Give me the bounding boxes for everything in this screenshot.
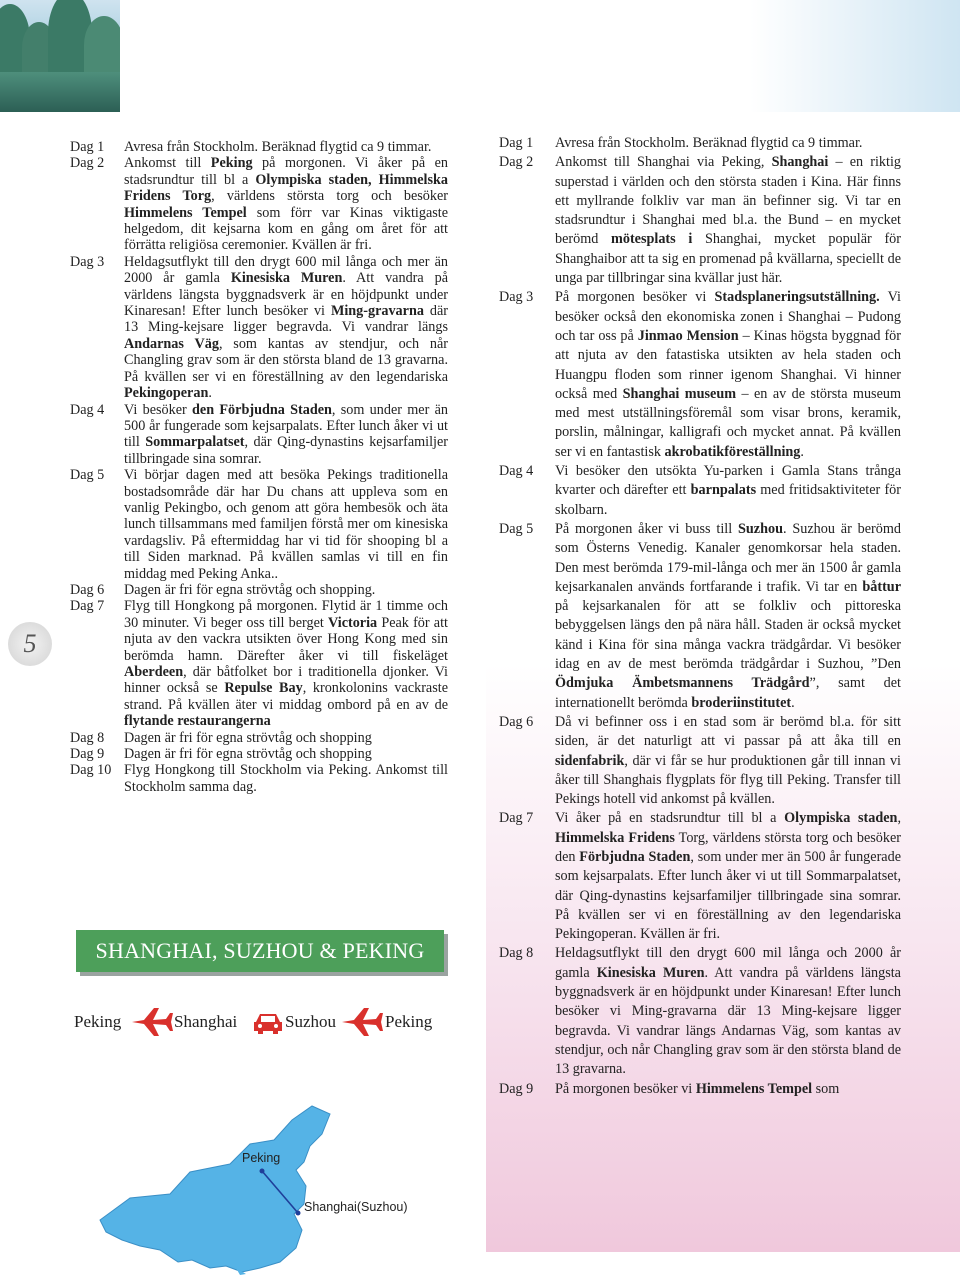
highlight-text: Olympiska staden	[784, 810, 898, 827]
highlight-text: Sommarpalatset	[145, 434, 245, 451]
highlight-text: Repulse Bay	[224, 680, 303, 697]
itinerary-day	[499, 520, 901, 713]
day-label: Dag 1	[70, 139, 105, 155]
body-text: Flyg till Hongkong på morgonen. Flytid är 1 timme och 30 minuter. Vi beger oss till berget	[124, 598, 448, 631]
body-text: Dagen är fri för egna strövtåg och shopping	[124, 746, 372, 763]
itinerary-day	[499, 809, 901, 944]
highlight-text: flytande restaurangerna	[124, 713, 271, 730]
body-text: som	[812, 1080, 840, 1097]
body-text: , där vi får se hur produktionen går till innan vi åker till Shanghais flygplats för flyg till Peking. Transfer till Pekings hotell vid ankomst på kvällen.	[555, 752, 901, 808]
day-label: Dag 8	[499, 945, 534, 962]
day-label: Dag 9	[70, 746, 105, 763]
highlight-text: akrobatikföreställning	[664, 443, 801, 460]
body-text: Avresa från Stockholm. Beräknad flygtid ca 9 timmar.	[124, 139, 432, 155]
highlight-text: sidenfabrik	[555, 752, 625, 769]
highlight-text: barnpalats	[690, 482, 757, 499]
route-stop-suzhou: Suzhou	[285, 1012, 336, 1031]
highlight-text: båttur	[862, 578, 901, 595]
itinerary-day	[499, 462, 901, 520]
body-text: Vi besöker den utsökta Yu-parken i Gamla Stans trånga kvarter och därefter ett	[555, 463, 901, 499]
china-map-graphic	[60, 1100, 460, 1275]
highlight-text: Shanghai museum	[622, 385, 737, 402]
itinerary-day	[70, 730, 448, 746]
day-description	[124, 139, 448, 155]
highlight-text: Victoria	[328, 614, 378, 631]
body-text: , världens största torg och besöker	[211, 188, 448, 205]
map-label-shanghai: Shanghai(Suzhou)	[304, 1200, 408, 1214]
day-label: Dag 5	[499, 520, 534, 537]
header-band	[120, 0, 960, 112]
itinerary-day	[70, 155, 448, 253]
day-label: Dag 9	[499, 1080, 534, 1097]
day-description	[555, 153, 901, 288]
itinerary-day	[70, 746, 448, 762]
day-label: Dag 3	[70, 253, 105, 270]
map-label-peking: Peking	[242, 1151, 281, 1165]
body-text: Vi åker på en stadsrundtur till bl a	[555, 810, 785, 827]
highlight-text: Pekingoperan	[124, 385, 209, 402]
body-text: på morgonen. Vi åker på en stadsrundtur till bl a	[124, 155, 448, 188]
body-text: som förr var Kinas viktigaste helgedom, dit kejsarna kom en gång om året för att förrätta religiösa ceremonier. Kvällen är fri.	[124, 204, 449, 254]
body-text: ,	[897, 810, 901, 827]
highlight-text: Shanghai	[771, 154, 829, 171]
day-description	[124, 155, 448, 253]
body-text: . Att vandra på världens längsta byggnadsverk är en höjdpunkt under Kinaresan! Efter lunch besöker vi	[124, 270, 448, 320]
highlight-text: Andarnas Väg	[124, 335, 219, 352]
day-label: Dag 7	[70, 598, 105, 615]
day-label: Dag 1	[499, 135, 534, 151]
left-itinerary	[70, 139, 448, 795]
day-description	[555, 520, 901, 713]
body-text: Torg, världens största torg och besöker den	[555, 829, 901, 865]
right-itinerary	[499, 134, 901, 1099]
day-description	[555, 713, 901, 809]
body-text: På morgonen besöker vi	[555, 1080, 696, 1097]
body-text: Vi besöker också den ekonomiska zonen i Shanghai – Pudong och tar oss på	[555, 289, 902, 344]
itinerary-day	[499, 134, 901, 153]
day-description	[124, 598, 448, 729]
itinerary-day	[499, 1080, 901, 1099]
body-text: .	[208, 385, 212, 402]
body-text: Peak för att njuta av den vackra utsikten över Hong Kong med sin berömda hamn. Därefter åker vi till fiskeläget	[124, 614, 448, 664]
itinerary-day	[499, 944, 901, 1079]
highlight-text: Ming-gravarna	[330, 303, 424, 320]
highlight-text: Kinesiska Muren	[596, 964, 705, 981]
day-label: Dag 3	[499, 289, 534, 306]
day-label: Dag 8	[70, 729, 105, 746]
highlight-text: Himmelens Tempel	[124, 204, 247, 221]
tour-title-banner: SHANGHAI, SUZHOU & PEKING	[76, 930, 444, 972]
plane-icon	[340, 1006, 384, 1043]
route-stop-peking-return: Peking	[385, 1012, 433, 1031]
highlight-text: Himmelska Fridens	[555, 829, 675, 846]
highlight-text: Stadsplaneringsutställning.	[714, 289, 880, 306]
body-text: Ankomst till Shanghai via Peking,	[555, 154, 772, 171]
day-description	[124, 730, 448, 746]
day-label: Dag 6	[70, 581, 105, 598]
day-description	[124, 467, 448, 582]
day-label: Dag 5	[70, 467, 105, 484]
highlight-text: Ödmjuka Ämbetsmannens Trädgård	[555, 675, 810, 692]
body-text: Dagen är fri för egna strövtåg och shopping.	[124, 581, 376, 598]
highlight-text: Jinmao Mension	[637, 327, 739, 344]
body-text: med fritidsaktiviteter för skolbarn.	[555, 482, 901, 518]
landscape-photo	[0, 0, 120, 112]
itinerary-day	[70, 762, 448, 795]
body-text: , där båtfolket bor i traditionella djonker. Vi hinner också se	[124, 664, 448, 697]
body-text: Dagen är fri för egna strövtåg och shopping	[124, 729, 372, 746]
day-label: Dag 6	[499, 713, 534, 730]
itinerary-day	[499, 288, 901, 462]
highlight-text: Peking	[210, 155, 253, 172]
itinerary-day	[70, 402, 448, 468]
day-description	[555, 1080, 901, 1099]
highlight-text: broderiinstitutet	[691, 694, 792, 711]
body-text: . Suzhou är berömd som Österns Venedig. Kanaler genomkorsar hela staden. Den mest berömda 179-mil-långa och mer än 1500 år gamla kejsarkanalen används fortfarande i trafik. Vi tar en	[555, 520, 901, 595]
china-map	[60, 1100, 460, 1275]
day-description	[555, 288, 901, 462]
body-text: Ankomst till	[124, 155, 211, 172]
day-label: Dag 4	[70, 401, 105, 418]
day-description	[124, 254, 448, 402]
itinerary-day	[70, 139, 448, 155]
body-text: Heldagsutflykt till den drygt 600 mil långa och mer än 2000 år gamla	[124, 253, 448, 287]
body-text: .	[791, 694, 795, 711]
body-text: ”, samt det internationellt berömda	[555, 675, 901, 711]
route-stop-shanghai: Shanghai	[174, 1012, 238, 1031]
day-description	[555, 944, 901, 1079]
body-text: – en riktig superstad i världen och den största staden i Kina. Här finns ett myllrande folkliv var man än befinner sig. Vi tar en stadsrundtur i Shanghai med bl.a. the Bund – en mycket berömd	[555, 154, 901, 248]
day-label: Dag 4	[499, 463, 534, 480]
body-text: , som under mer än 500 år fungerade som kejsarpalats. Efter lunch åker vi ut till Sommarpalatset, där Qing-dynastins kejsarfamiljer tillbringade sina somrar. På kvällen ser vi en föreställning av den legendariska Pekingoperan. Kvällen är fri.	[555, 848, 901, 943]
highlight-text: Förbjudna Staden	[579, 848, 691, 865]
body-text: . Att vandra på världens längsta byggnadsverk är en höjdpunkt under Kinaresan! Efter lunch besöker vi Ming-gravarna där 13 Ming-kejsare ligger begravda. Vi vandrar längs Andarnas Väg, som kantas av stendjur, och når Changling grav som är den största bland de 13 gravarna.	[555, 964, 901, 1078]
body-text: , kronkolonins vackraste strand. På kvällen äter vi middag ombord på en av de	[124, 680, 448, 713]
day-label: Dag 2	[70, 155, 105, 172]
body-text: , som kantas av stendjur, och når Changling grav som är den största bland de 13 gravarna. På kvällen ser vi en föreställning av den legendariska	[124, 335, 448, 385]
plane-icon	[130, 1006, 174, 1043]
itinerary-day	[70, 254, 448, 402]
route-stop-peking: Peking	[74, 1012, 122, 1031]
body-text: – Kinas högsta byggnad för att njuta av den fatastiska utsikten av hela staden och Huangpu floden som rinner igenom Shanghai. Vi hinner också med	[555, 327, 901, 402]
highlight-text: Olympiska staden, Himmelska Fridens Torg	[124, 171, 448, 205]
highlight-text: Himmelens Tempel	[695, 1080, 813, 1097]
body-text: Vi börjar dagen med att besöka Pekings traditionella bostadsområde där har Du chans att uppleva som en vanlig Pekingbo, och genom att göra hembesök och äta lunch tillsammans med familjen förstå mer om kinesiska vardagsliv. På eftermiddag har vi tid för shooping bl a till Siden marknad. På kvällen samlas vi till en fin middag med Peking Anka..	[124, 467, 448, 582]
day-description	[555, 134, 901, 153]
body-text: Flyg Hongkong till Stockholm via Peking. Ankomst till Stockholm samma dag.	[124, 762, 448, 795]
day-description	[124, 402, 448, 468]
highlight-text: Suzhou	[738, 520, 783, 537]
itinerary-day	[70, 598, 448, 729]
highlight-text: mötesplats i	[611, 231, 693, 248]
body-text: – en av de största museum med mest utställningsföremål som visar brons, keramik, porslin, målningar, kalligrafi och mycket annat. På kvällen ser vi en fantastisk	[555, 385, 901, 460]
page-number: 5	[8, 622, 52, 666]
body-text: .	[800, 443, 804, 460]
day-description	[124, 762, 448, 795]
highlight-text: Kinesiska Muren	[230, 270, 343, 287]
highlight-text: Aberdeen	[124, 664, 184, 680]
body-text: Vi besöker	[124, 401, 193, 418]
day-label: Dag 7	[499, 810, 534, 827]
body-text: På morgonen åker vi buss till	[555, 520, 739, 537]
body-text: Avresa från Stockholm. Beräknad flygtid ca 9 timmar.	[555, 135, 863, 151]
body-text: Heldagsutflykt till den drygt 600 mil långa och 2000 år gamla	[555, 945, 901, 981]
day-label: Dag 10	[70, 762, 112, 779]
body-text: på kejsarkanalen för att se folkliv och pittoreska bebyggelsen längs den på nära håll. Staden är också mycket känd i Kina för sina många vackra trädgårdar. Vi besöker idag en av de mest berömda trädgårdar i Suzhou, ”Den	[555, 598, 901, 673]
itinerary-day	[70, 582, 448, 598]
body-text: På morgonen besöker vi	[555, 289, 715, 306]
car-icon	[252, 1010, 284, 1041]
day-description	[555, 462, 901, 520]
itinerary-day	[499, 153, 901, 288]
day-label: Dag 2	[499, 154, 534, 171]
body-text: Då vi befinner oss i en stad som är berömd bl.a. för sitt siden, är det naturligt att vi passar på att åka till en	[555, 713, 901, 750]
body-text: där 13 Ming-kejsare ligger begravda. Vi vandrar längs	[124, 303, 448, 336]
body-text: Shanghai, mycket populär för Shanghaibor att ta sig en promenad på kvällarna, speciellt de unga par tillbringar sina kvällar just här.	[555, 231, 901, 287]
itinerary-day	[70, 467, 448, 582]
itinerary-day	[499, 713, 901, 809]
route-strip	[74, 1006, 444, 1040]
day-description	[124, 582, 448, 598]
highlight-text: den Förbjudna Staden	[192, 401, 332, 418]
body-text: , där Qing-dynastins kejsarfamiljer tillbringade sina somrar.	[124, 434, 448, 467]
day-description	[555, 809, 901, 944]
day-description	[124, 746, 448, 762]
body-text: , som under mer än 500 år fungerade som kejsarpalats. Efter lunch åker vi ut till	[124, 401, 448, 451]
